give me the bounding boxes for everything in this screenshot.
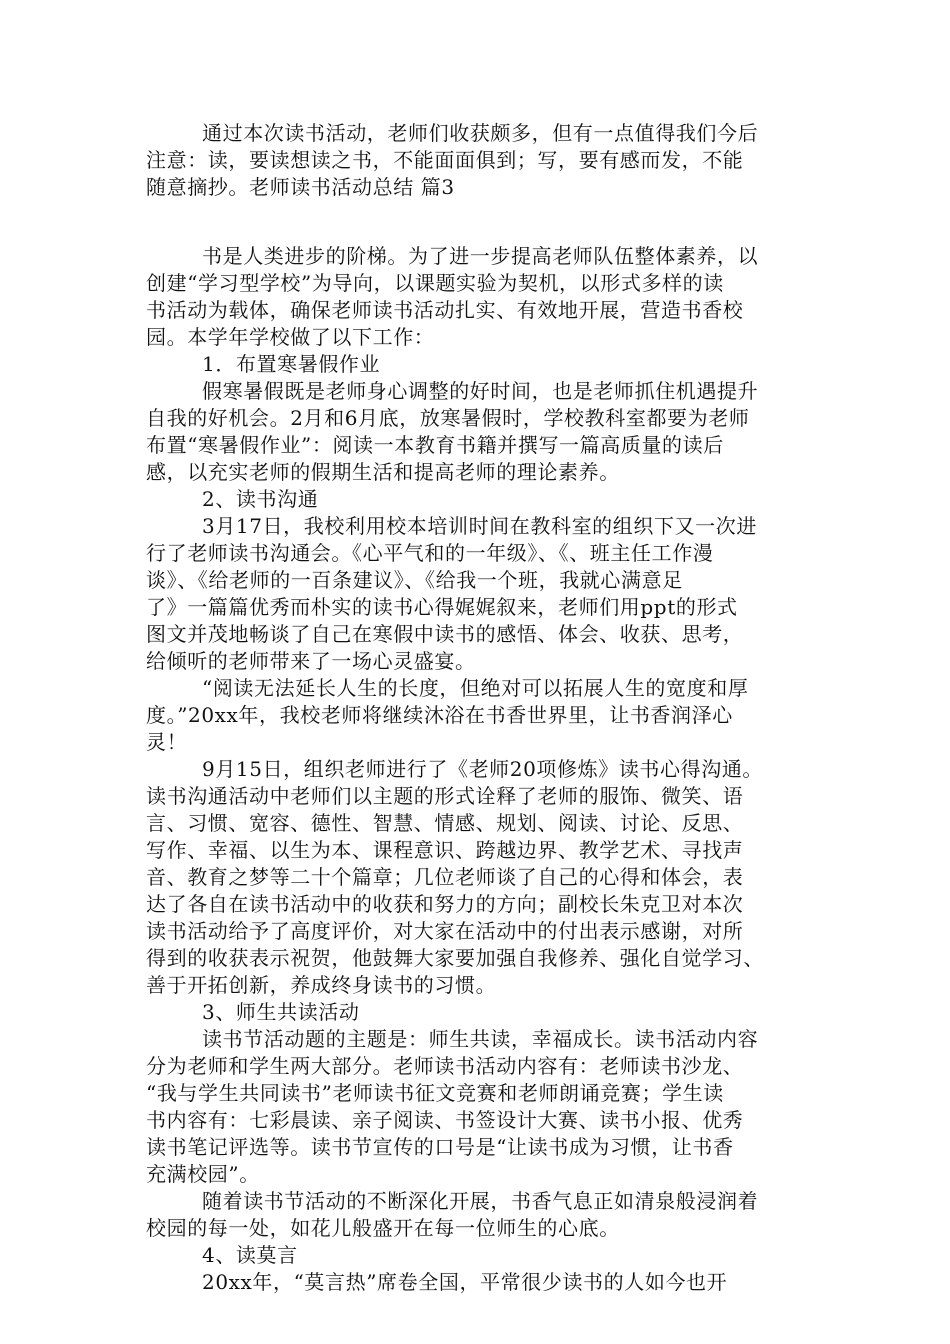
section-heading: 2、读书沟通	[202, 487, 319, 511]
body-line: 布置“寒暑假作业”：阅读一本教育书籍并撰写一篇高质量的读后	[146, 433, 724, 457]
body-line: 校园的每一处，如花儿般盛开在每一位师生的心底。	[146, 1216, 620, 1240]
article-body	[146, 243, 822, 1296]
body-line: 行了老师读书沟通会。《心平气和的一年级》、《、班主任工作漫	[146, 541, 714, 565]
body-line: 言、习惯、宽容、德性、智慧、情感、规划、阅读、讨论、反思、	[146, 811, 744, 835]
body-line: “阅读无法延长人生的长度，但绝对可以拓展人生的宽度和厚	[202, 676, 749, 700]
body-line: 读书沟通活动中老师们以主题的形式诠释了老师的服饰、微笑、语	[146, 784, 744, 808]
body-line: 了》一篇篇优秀而朴实的读书心得娓娓叙来，老师们用ppt的形式	[146, 595, 738, 619]
intro-line: 随意摘抄。老师读书活动总结 篇3	[146, 175, 455, 199]
body-line: 图文并茂地畅谈了自己在寒假中读书的感悟、体会、收获、思考，	[146, 622, 744, 646]
section-heading: 1．布置寒暑假作业	[202, 352, 381, 376]
body-line: 灵！	[146, 730, 188, 754]
section-heading: 4、读莫言	[202, 1243, 298, 1267]
body-line: 写作、幸福、以生为本、课程意识、跨越边界、教学艺术、寻找声	[146, 838, 744, 862]
body-line: 假寒暑假既是老师身心调整的好时间，也是老师抓住机遇提升	[202, 379, 759, 403]
body-line: 园。本学年学校做了以下工作：	[146, 325, 435, 349]
body-line: 创建“学习型学校”为导向，以课题实验为契机，以形式多样的读	[146, 271, 724, 295]
body-line: 读书活动给予了高度评价，对大家在活动中的付出表示感谢，对所	[146, 919, 744, 943]
intro-line: 注意：读，要读想读之书，不能面面俱到；写，要有感而发，不能	[146, 148, 744, 172]
body-line: 书活动为载体，确保老师读书活动扎实、有效地开展，营造书香校	[146, 298, 744, 322]
body-line: 充满校园”。	[146, 1162, 260, 1186]
body-line: 读书节活动题的主题是：师生共读，幸福成长。读书活动内容	[202, 1027, 759, 1051]
body-line: 读书笔记评选等。读书节宣传的口号是“让读书成为习惯，让书香	[146, 1135, 734, 1159]
section-heading: 3、师生共读活动	[202, 1000, 360, 1024]
body-line: 给倾听的老师带来了一场心灵盛宴。	[146, 649, 476, 673]
body-line: 9月15日，组织老师进行了《老师20项修炼》读书心得沟通。	[202, 757, 764, 781]
body-line: “我与学生共同读书”老师读书征文竞赛和老师朗诵竞赛；学生读	[146, 1081, 724, 1105]
body-line: 音、教育之梦等二十个篇章；几位老师谈了自己的心得和体会，表	[146, 865, 744, 889]
body-line: 3月17日，我校利用校本培训时间在教科室的组织下又一次进	[202, 514, 757, 538]
body-line: 书是人类进步的阶梯。为了进一步提高老师队伍整体素养，以	[202, 244, 759, 268]
intro-paragraph	[146, 120, 822, 201]
body-line: 谈》、《给老师的一百条建议》、《给我一个班，我就心满意足	[146, 568, 683, 592]
body-line: 度。”20xx年，我校老师将继续沐浴在书香世界里，让书香润泽心	[146, 703, 733, 727]
body-line: 随着读书节活动的不断深化开展，书香气息正如清泉般浸润着	[202, 1189, 759, 1213]
body-line: 书内容有：七彩晨读、亲子阅读、书签设计大赛、读书小报、优秀	[146, 1108, 744, 1132]
body-line: 感，以充实老师的假期生活和提高老师的理论素养。	[146, 460, 620, 484]
intro-line: 通过本次读书活动，老师们收获颇多，但有一点值得我们今后	[202, 121, 759, 145]
body-line: 20xx年，“莫言热”席卷全国，平常很少读书的人如今也开	[202, 1270, 728, 1294]
body-line: 善于开拓创新，养成终身读书的习惯。	[146, 973, 497, 997]
body-line: 达了各自在读书活动中的收获和努力的方向；副校长朱克卫对本次	[146, 892, 744, 916]
body-line: 自我的好机会。2月和6月底，放寒暑假时，学校教科室都要为老师	[146, 406, 750, 430]
body-line: 分为老师和学生两大部分。老师读书活动内容有：老师读书沙龙、	[146, 1054, 744, 1078]
body-line: 得到的收获表示祝贺，他鼓舞大家要加强自我修养、强化自觉学习、	[146, 946, 764, 970]
